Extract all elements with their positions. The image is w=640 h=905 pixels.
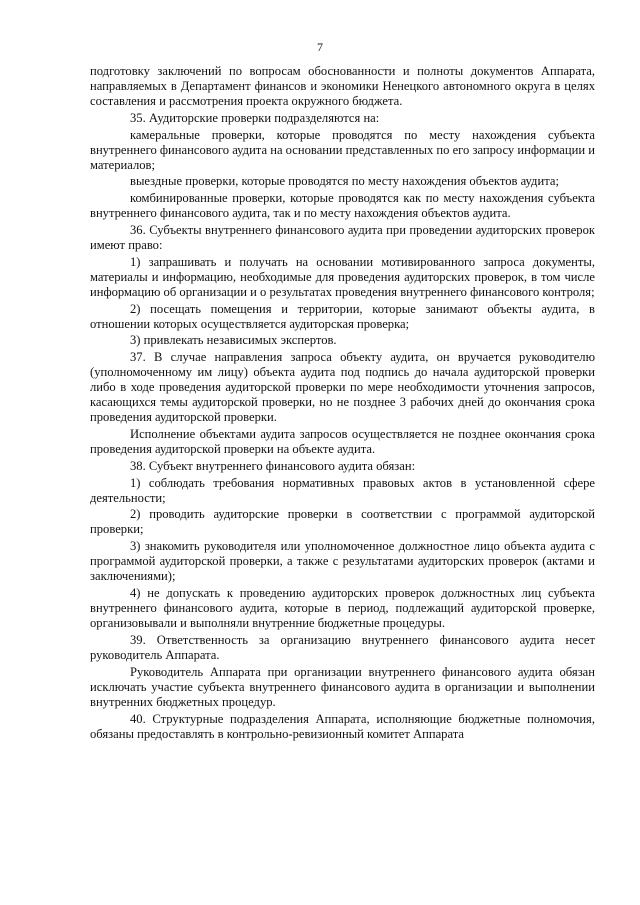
paragraph: подготовку заключений по вопросам обоснованности и полноты документов Аппарата, направляемых в Департамент финансов и экономики Ненецкого автономного округа в целях составления и рассмотрения проекта окружного бюджета. bbox=[90, 64, 595, 109]
paragraph: 40. Структурные подразделения Аппарата, исполняющие бюджетные полномочия, обязаны предоставлять в контрольно-ревизионный комитет Аппарата bbox=[90, 711, 595, 741]
paragraph: 35. Аудиторские проверки подразделяются на: bbox=[130, 110, 380, 125]
paragraph: 1) соблюдать требования нормативных правовых актов в установленной сфере деятельности; bbox=[90, 475, 595, 505]
paragraph: 3) знакомить руководителя или уполномоченное должностное лицо объекта аудита с программой аудиторской проверки, а также с результатами аудиторских проверок (актами и заключениями); bbox=[90, 539, 595, 584]
paragraph: камеральные проверки, которые проводятся по месту нахождения субъекта внутреннего финансового аудита на основании представленных по его запросу информации и материалов; bbox=[90, 127, 596, 172]
paragraph: Исполнение объектами аудита запросов осуществляется не позднее окончания срока проведения аудиторской проверки на объекте аудита. bbox=[90, 427, 595, 457]
paragraph: 39. Ответственность за организацию внутреннего финансового аудита несет руководитель Аппарата. bbox=[90, 632, 595, 662]
paragraph: Руководитель Аппарата при организации внутреннего финансового аудита обязан исключать участие субъекта внутреннего финансового аудита в организации и выполнении внутренних бюджетных процедур. bbox=[90, 664, 595, 709]
paragraph: 2) посещать помещения и территории, которые занимают объекты аудита, в отношении которых осуществляется аудиторская проверка; bbox=[90, 301, 595, 331]
paragraph: 3) привлекать независимых экспертов. bbox=[130, 333, 337, 348]
document-body bbox=[90, 64, 595, 743]
paragraph: выездные проверки, которые проводятся по месту нахождения объектов аудита; bbox=[130, 174, 559, 189]
paragraph: 38. Субъект внутреннего финансового аудита обязан: bbox=[130, 458, 416, 473]
paragraph: 4) не допускать к проведению аудиторских проверок должностных лиц субъекта внутреннего финансового аудита, которые в период, подлежащий аудиторской проверке, организовывали и выполняли внутренние бюджетные процедуры. bbox=[90, 586, 595, 631]
page-number: 7 bbox=[317, 40, 323, 54]
paragraph: комбинированные проверки, которые проводятся как по месту нахождения субъекта внутреннего финансового аудита, так и по месту нахождения объектов аудита. bbox=[90, 191, 595, 221]
paragraph: 37. В случае направления запроса объекту аудита, он вручается руководителю (уполномоченному им лицу) объекта аудита под подпись до начала аудиторской проверки либо в ходе проведения аудиторской проверки по мере необходимости уточнения запросов, касающихся темы аудиторской проверки, но не позднее 3 рабочих дней до окончания срока проведения аудиторской проверки. bbox=[90, 350, 595, 425]
paragraph: 1) запрашивать и получать на основании мотивированного запроса документы, материалы и информацию, необходимые для проведения аудиторских проверок, в том числе информацию об организации и о результатах проведения внутреннего финансового контроля; bbox=[90, 254, 595, 299]
paragraph: 2) проводить аудиторские проверки в соответствии с программой аудиторской проверки; bbox=[90, 507, 595, 537]
paragraph: 36. Субъекты внутреннего финансового аудита при проведении аудиторских проверок имеют право: bbox=[90, 222, 595, 252]
